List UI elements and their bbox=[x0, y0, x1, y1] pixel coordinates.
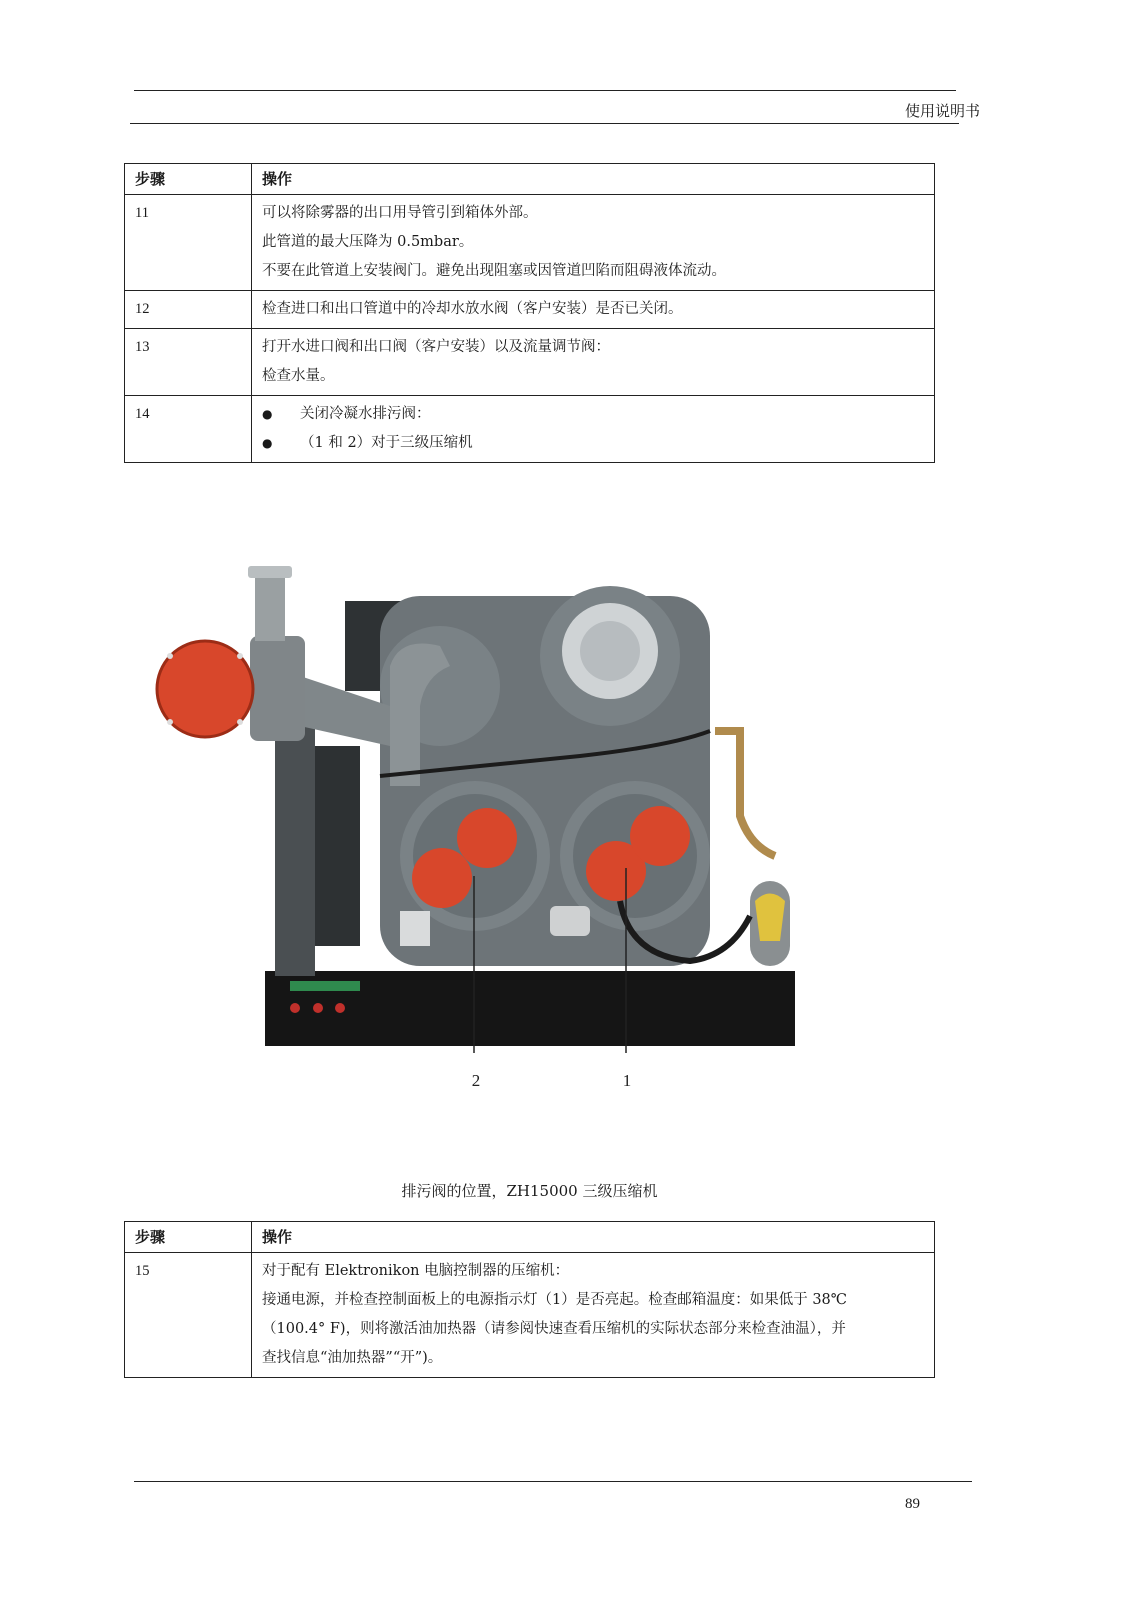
page-number: 89 bbox=[905, 1496, 920, 1512]
callout-2: 2 bbox=[471, 1071, 481, 1090]
column-header-step: 步骤 bbox=[125, 1222, 252, 1253]
table-row bbox=[125, 291, 935, 329]
step-number: 13 bbox=[125, 329, 252, 396]
action-line: 此管道的最大压降为 0.5mbar。 bbox=[262, 234, 474, 250]
column-header-step: 步骤 bbox=[125, 164, 252, 195]
action-line: 不要在此管道上安装阀门。避免出现阻塞或因管道凹陷而阻碍液体流动。 bbox=[262, 263, 726, 279]
header-rule-top bbox=[134, 90, 956, 91]
table-row bbox=[125, 195, 935, 291]
header-title: 使用说明书 bbox=[904, 102, 980, 120]
table-header-row bbox=[125, 164, 935, 195]
callout-1: 1 bbox=[622, 1071, 632, 1090]
action-line: 检查水量。 bbox=[262, 368, 335, 384]
action-line: 对于配有 Elektronikon 电脑控制器的压缩机： bbox=[262, 1263, 570, 1279]
bullet-item: ● （1 和 2）对于三级压缩机 bbox=[262, 429, 924, 458]
action-line: 查找信息“油加热器”“开”)。 bbox=[262, 1350, 443, 1366]
header-rule-bottom bbox=[130, 123, 959, 124]
step-action bbox=[252, 1253, 935, 1378]
bullet-icon: ● bbox=[262, 407, 273, 421]
table-row bbox=[125, 1253, 935, 1378]
compressor-illustration bbox=[150, 556, 810, 1096]
bullet-item: ● 关闭冷凝水排污阀： bbox=[262, 400, 924, 429]
step-action bbox=[252, 329, 935, 396]
figure-caption: 排污阀的位置，ZH15000 三级压缩机 bbox=[401, 1182, 658, 1200]
step-action bbox=[252, 291, 935, 329]
step-action bbox=[252, 396, 935, 463]
column-header-action: 操作 bbox=[252, 164, 935, 195]
step-number: 12 bbox=[125, 291, 252, 329]
step-action bbox=[252, 195, 935, 291]
action-line: 打开水进口阀和出口阀（客户安装）以及流量调节阀： bbox=[262, 339, 610, 355]
action-line: （100.4° F)，则将激活油加热器（请参阅快速查看压缩机的实际状态部分来检查油温），并 bbox=[262, 1321, 846, 1337]
footer-rule bbox=[134, 1481, 972, 1482]
column-header-action: 操作 bbox=[252, 1222, 935, 1253]
table-row bbox=[125, 329, 935, 396]
action-line: 接通电源，并检查控制面板上的电源指示灯（1）是否亮起。检查邮箱温度：如果低于 38℃ bbox=[262, 1292, 848, 1308]
step-number: 11 bbox=[125, 195, 252, 291]
bullet-icon: ● bbox=[262, 436, 273, 450]
table-row bbox=[125, 396, 935, 463]
table-header-row bbox=[125, 1222, 935, 1253]
step-number: 15 bbox=[125, 1253, 252, 1378]
steps-table-1 bbox=[124, 163, 935, 463]
steps-table-2 bbox=[124, 1221, 935, 1378]
step-number: 14 bbox=[125, 396, 252, 463]
action-line: 检查进口和出口管道中的冷却水放水阀（客户安装）是否已关闭。 bbox=[262, 301, 683, 317]
action-line: 可以将除雾器的出口用导管引到箱体外部。 bbox=[262, 205, 538, 221]
